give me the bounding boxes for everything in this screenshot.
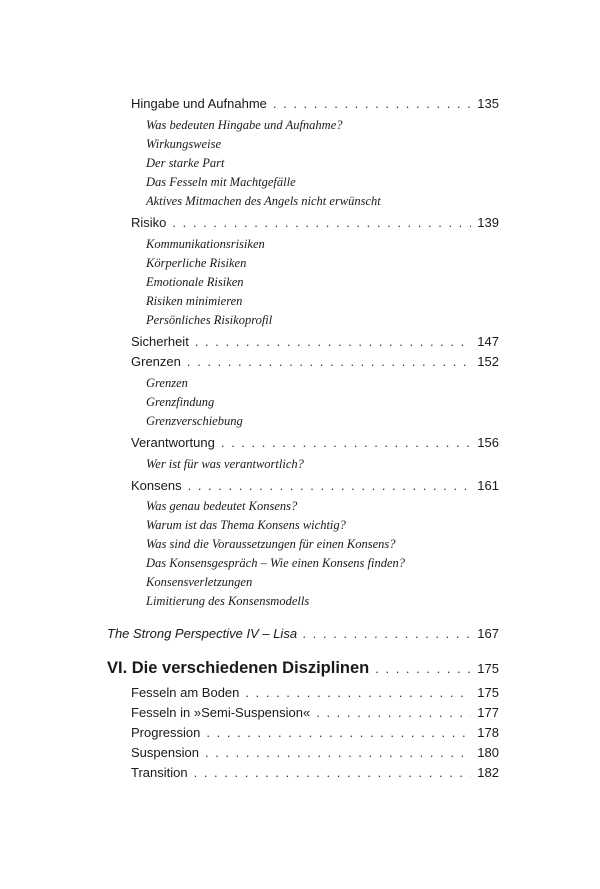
toc-entry-title: Transition	[131, 765, 188, 780]
toc-entry-suspension[interactable]	[131, 745, 499, 760]
dot-leader	[221, 435, 471, 450]
toc-subentry: Was bedeuten Hingabe und Aufnahme?	[146, 118, 343, 132]
dot-leader	[303, 626, 471, 641]
toc-entry-title: Fesseln am Boden	[131, 685, 240, 700]
toc-subentry: Grenzverschiebung	[146, 414, 243, 428]
toc-subentry: Körperliche Risiken	[146, 256, 247, 270]
toc-entry-page: 161	[477, 478, 499, 493]
toc-entry-title: Suspension	[131, 745, 199, 760]
dot-leader	[172, 215, 471, 230]
toc-subentry: Das Fesseln mit Machtgefälle	[146, 175, 296, 189]
toc-subentry: Grenzen	[146, 376, 188, 390]
toc-subentry: Konsensverletzungen	[146, 575, 253, 589]
toc-entry-semi-suspension[interactable]	[131, 705, 499, 720]
toc-entry-title: Fesseln in »Semi-Suspension«	[131, 705, 311, 720]
toc-subentry: Wer ist für was verantwortlich?	[146, 457, 304, 471]
toc-entry-page: 156	[477, 435, 499, 450]
dot-leader	[316, 705, 471, 720]
toc-entry-page: 178	[477, 725, 499, 740]
toc-entry-title: Konsens	[131, 478, 182, 493]
toc-subentry: Der starke Part	[146, 156, 225, 170]
dot-leader	[375, 661, 471, 676]
toc-entry-title: The Strong Perspective IV – Lisa	[107, 626, 298, 641]
dot-leader	[206, 725, 471, 740]
dot-leader	[187, 354, 471, 369]
toc-entry-page: 180	[477, 745, 499, 760]
toc-entry-page: 147	[477, 334, 499, 349]
toc-entry-page: 175	[477, 661, 499, 676]
dot-leader	[205, 745, 471, 760]
toc-subentry: Wirkungsweise	[146, 137, 221, 151]
toc-entry-page: 135	[477, 96, 499, 111]
toc-subentry: Das Konsensgespräch – Wie einen Konsens finden?	[146, 556, 406, 570]
toc-entry-transition[interactable]	[131, 765, 499, 780]
dot-leader	[188, 478, 471, 493]
toc-entry-strong-perspective[interactable]	[107, 626, 499, 641]
dot-leader	[195, 334, 471, 349]
toc-subentry: Limitierung des Konsensmodells	[146, 594, 310, 608]
toc-subentry: Kommunikationsrisiken	[146, 237, 265, 251]
toc-entry-hingabe[interactable]	[131, 96, 499, 111]
toc-entry-title: Hingabe und Aufnahme	[131, 96, 267, 111]
toc-entry-grenzen[interactable]	[131, 354, 499, 369]
toc-subentry: Risiken minimieren	[146, 294, 243, 308]
toc-entry-page: 139	[477, 215, 499, 230]
toc-chapter-6[interactable]	[107, 659, 499, 678]
toc-subentry: Aktives Mitmachen des Angels nicht erwünscht	[146, 194, 381, 208]
toc-entry-title: Progression	[131, 725, 201, 740]
toc-entry-fesseln-am-boden[interactable]	[131, 685, 499, 700]
toc-entry-page: 175	[477, 685, 499, 700]
toc-subentry: Warum ist das Thema Konsens wichtig?	[146, 518, 346, 532]
toc-subentry: Was sind die Voraussetzungen für einen Konsens?	[146, 537, 396, 551]
toc-entry-title: Verantwortung	[131, 435, 215, 450]
toc-entry-title: Sicherheit	[131, 334, 189, 349]
toc-entry-konsens[interactable]	[131, 478, 499, 493]
toc-entry-page: 177	[477, 705, 499, 720]
toc-entry-risiko[interactable]	[131, 215, 499, 230]
toc-subentry: Grenzfindung	[146, 395, 215, 409]
toc-entry-verantwortung[interactable]	[131, 435, 499, 450]
chapter-title: VI. Die verschiedenen Disziplinen	[107, 659, 370, 677]
toc-entry-page: 152	[477, 354, 499, 369]
toc-subentry: Persönliches Risikoprofil	[146, 313, 273, 327]
toc-subentry: Emotionale Risiken	[146, 275, 244, 289]
dot-leader	[194, 765, 471, 780]
dot-leader	[245, 685, 471, 700]
toc-entry-progression[interactable]	[131, 725, 499, 740]
dot-leader	[273, 96, 471, 111]
toc-entry-page: 167	[477, 626, 499, 641]
toc-subentry: Was genau bedeutet Konsens?	[146, 499, 298, 513]
toc-entry-page: 182	[477, 765, 499, 780]
toc-entry-title: Risiko	[131, 215, 167, 230]
toc-entry-title: Grenzen	[131, 354, 181, 369]
toc-entry-sicherheit[interactable]	[131, 334, 499, 349]
